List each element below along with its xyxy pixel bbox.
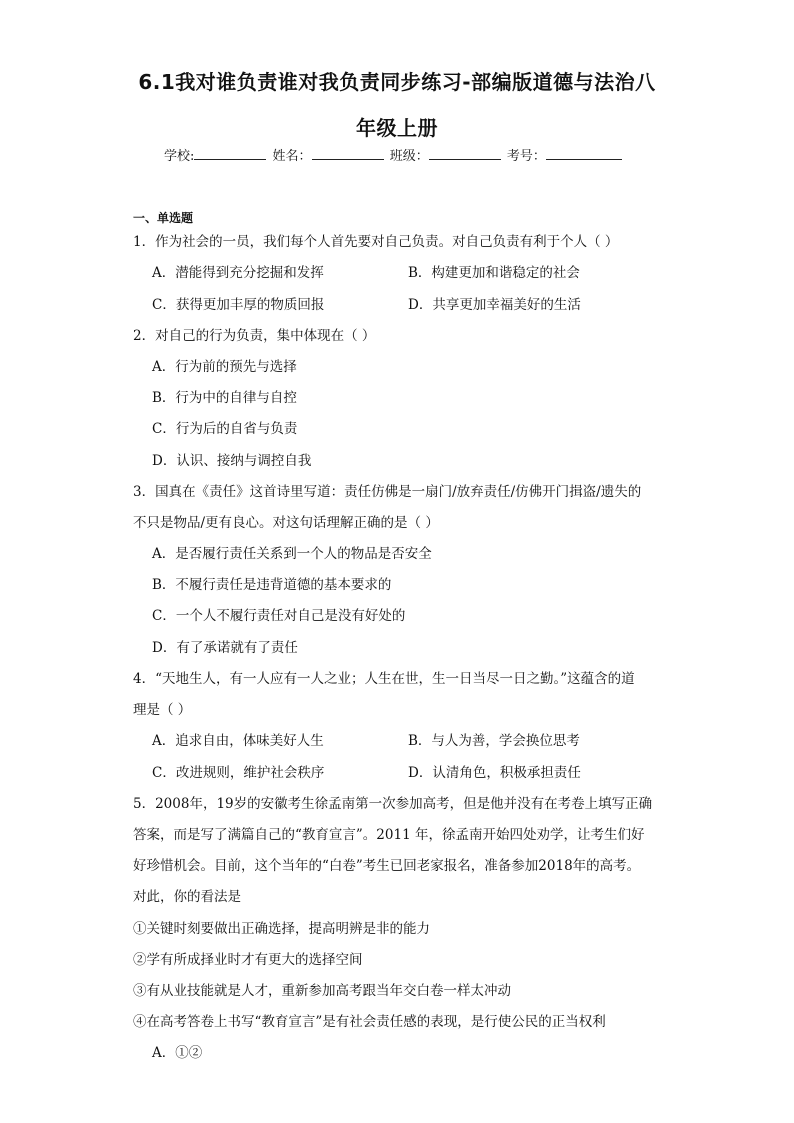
q4-option-a: A．追求自由，体味美好人生 (152, 733, 324, 749)
q5-option-a: A．①② (152, 1045, 203, 1061)
q5-stem-line-1: 5．2008年，19岁的安徽考生徐孟南第一次参加高考，但是他并没有在考卷上填写正确 (133, 796, 653, 812)
q5-stem-line-4: 对此，你的看法是 (133, 889, 241, 905)
q3-stem-line-2: 不只是物品/更有良心。对这句话理解正确的是（ ） (133, 515, 439, 531)
name-blank[interactable] (312, 147, 384, 160)
number-blank[interactable] (546, 147, 622, 160)
title-line-1: 6.1我对谁负责谁对我负责同步练习-部编版道德与法治八 (138, 70, 656, 94)
number-label: 考号： (506, 149, 546, 164)
q3-option-c: C．一个人不履行责任对自己是没有好处的 (152, 608, 406, 624)
school-blank[interactable] (194, 147, 266, 160)
q4-option-d: D．认清角色，积极承担责任 (408, 765, 581, 781)
q5-stem-line-3: 好珍惜机会。目前，这个当年的“白卷”考生已回老家报名，准备参加2018年的高考。 (133, 858, 641, 874)
name-label: 姓名： (272, 149, 312, 164)
q4-option-c: C．改进规则，维护社会秩序 (152, 765, 325, 781)
q4-stem-line-2: 理是（ ） (133, 702, 192, 718)
q1-option-b: B．构建更加和谐稳定的社会 (408, 265, 580, 281)
q5-statement-1: ①关键时刻要做出正确选择，提高明辨是非的能力 (133, 921, 430, 937)
school-label: 学校: (164, 149, 195, 164)
class-blank[interactable] (429, 147, 501, 160)
q4-stem-line-1: 4．“天地生人，有一人应有一人之业；人生在世，生一日当尽一日之勤。”这蕴含的道 (133, 671, 635, 687)
q3-option-b: B．不履行责任是违背道德的基本要求的 (152, 577, 392, 593)
q1-stem: 1．作为社会的一员，我们每个人首先要对自己负责。对自己负责有利于个人（ ） (133, 234, 619, 250)
q2-option-a: A．行为前的预先与选择 (152, 359, 297, 375)
q5-statement-4: ④在高考答卷上书写“教育宣言”是有社会责任感的表现，是行使公民的正当权利 (133, 1014, 606, 1030)
q2-option-b: B．行为中的自律与自控 (152, 390, 297, 406)
q1-option-a: A．潜能得到充分挖掘和发挥 (152, 265, 324, 281)
q5-stem-line-2: 答案，而是写了满篇自己的“教育宣言”。2011 年，徐孟南开始四处劝学，让考生们好 (133, 827, 645, 843)
class-label: 班级： (389, 149, 429, 164)
q1-option-c: C．获得更加丰厚的物质回报 (152, 297, 325, 313)
title-line-2: 年级上册 (356, 116, 438, 140)
student-info-row (164, 145, 624, 164)
q5-statement-2: ②学有所成择业时才有更大的选择空间 (133, 952, 363, 968)
q4-option-b: B．与人为善，学会换位思考 (408, 733, 580, 749)
section-heading: 一、单选题 (133, 211, 194, 225)
q5-statement-3: ③有从业技能就是人才，重新参加高考跟当年交白卷一样太冲动 (133, 983, 511, 999)
q1-option-d: D．共享更加幸福美好的生活 (408, 297, 581, 313)
q3-option-d: D．有了承诺就有了责任 (152, 640, 298, 656)
q3-stem-line-1: 3．国真在《责任》这首诗里写道：责任仿佛是一扇门/放弃责任/仿佛开门揖盗/遗失的 (133, 484, 642, 500)
q3-option-a: A．是否履行责任关系到一个人的物品是否安全 (152, 546, 432, 562)
q2-option-d: D．认识、接纳与调控自我 (152, 453, 312, 469)
q2-option-c: C．行为后的自省与负责 (152, 421, 298, 437)
q2-stem: 2．对自己的行为负责，集中体现在（ ） (133, 328, 376, 344)
